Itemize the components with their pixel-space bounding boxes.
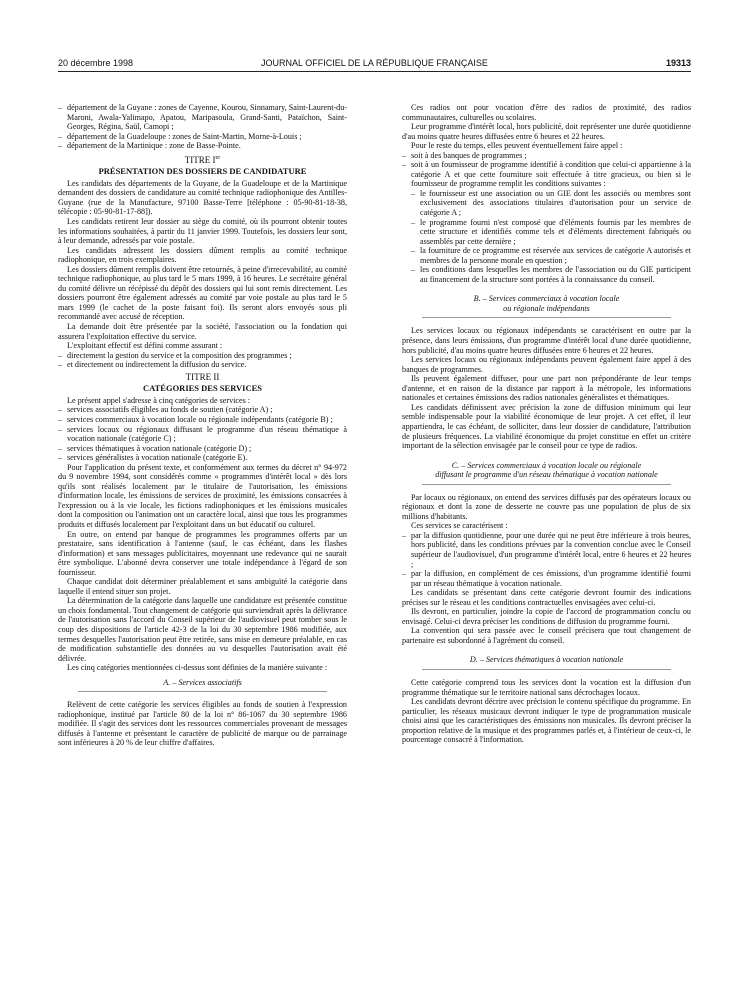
subsection-heading: B. – Services commerciaux à vocation locale ou régionale indépendants bbox=[473, 294, 620, 313]
left-column bbox=[58, 103, 347, 976]
list-item: – et directement ou indirectement la diffusion du service. bbox=[58, 360, 347, 370]
paragraph: Les dossiers dûment remplis doivent être retournés, à peine d'irrecevabilité, au comité technique radiophonique, au plus tard le 5 mars 1999, à 16 heures. Le secrétaire général du comité délivre un récépissé du dépôt des dossiers qui lui sont remis directement. Les dossiers pourront être également adressés au comité par voie postale au plus tard le 5 mars 1999 (le cachet de la poste faisant foi). Ils seront alors envoyés sous pli recommandé avec accusé de réception. bbox=[58, 264, 347, 322]
list-item: – département de la Guadeloupe : zones de Saint-Martin, Morne-à-Louis ; bbox=[58, 132, 347, 142]
list-item: – services thématiques à vocation nationale (catégorie D) ; bbox=[58, 444, 347, 454]
paragraph: La détermination de la catégorie dans laquelle une candidature est présentée constitue un choix fondamental. Tout changement de catégorie qui surviendrait après la délivrance de l'autorisation sans l'accord du Conseil supérieur de l'audiovisuel peut tomber sous le coup des dispositions de l'article 42-3 de la loi du 30 septembre 1986 modifiée, aux termes desquelles l'autorisation peut être retirée, sans mise en demeure préalable, en cas de modification substantielle des données au vu desquelles l'autorisation avait été délivrée. bbox=[58, 596, 347, 663]
list-item: – services associatifs éligibles au fonds de soutien (catégorie A) ; bbox=[58, 405, 347, 415]
text-columns bbox=[58, 103, 691, 976]
paragraph: Les services locaux ou régionaux indépendants peuvent également faire appel à des banques de programmes. bbox=[402, 355, 691, 374]
paragraph: Les candidats des départements de la Guyane, de la Guadeloupe et de la Martinique demandent des dossiers de candidature au comité technique radiophonique des Antilles-Guyane (rue de la Manufacture, 97100 Basse-Terre [téléphone : 05-90-81-18-38, télécopie : 05-90-81-17-88]). bbox=[58, 178, 347, 217]
paragraph: Par locaux ou régionaux, on entend des services diffusés par des opérateurs locaux ou régionaux et dont la zone de desserte ne couvre pas une population de plus de six millions d'habitants. bbox=[402, 492, 691, 521]
paragraph: Ces services se caractérisent : bbox=[411, 521, 508, 531]
page-header bbox=[58, 58, 691, 72]
zones-list bbox=[58, 103, 347, 151]
subsection-heading: A. – Services associatifs bbox=[163, 677, 242, 687]
paragraph: Les candidats retirent leur dossier au siège du comité, où ils pourront obtenir toutes les informations souhaitées, à partir du 11 janvier 1999. Toutefois, les dossiers leur sont, à leur demande, adressés par voie postale. bbox=[58, 217, 347, 246]
titre-2-heading: TITRE II bbox=[185, 371, 220, 382]
list-item: – par la diffusion quotidienne, pour une durée qui ne peut être inférieure à trois heures, hors publicité, dans les conditions prévues par la convention conclue avec le Conseil supérieur de l'audiovisuel, d'un programme d'intérêt local, entre 6 heures et 22 heures ; bbox=[402, 531, 691, 569]
list-item: – le programme fourni n'est composé que d'éléments fournis par les membres de cette structure et identifiés comme tels et d'éléments directement fabriqués ou assemblés par cette dernière ; bbox=[411, 218, 691, 247]
right-column bbox=[402, 103, 691, 976]
section-heading: PRÉSENTATION DES DOSSIERS DE CANDIDATURE bbox=[98, 166, 307, 177]
caracteristiques-list bbox=[402, 531, 691, 588]
paragraph: Pour l'application du présent texte, et conformément aux termes du décret n° 94-972 du 9 novembre 1994, sont considérés comme « programmes d'intérêt local » dès lors qu'ils sont réalisés localement par le titulaire de l'autorisation, les émissions d'information locale, les émissions de services de proximité, les émissions consacrées à l'expression ou à la vie locale, les fictions radiophoniques et les émissions musicales dont la composition ou l'animation ont un caractère local, ainsi que tous les programmes produits et diffusés localement par l'exploitant dans un but éducatif ou culturel. bbox=[58, 462, 347, 529]
list-item: – département de la Guyane : zones de Cayenne, Kourou, Sinnamary, Saint-Laurent-du-Maroni, Awala-Yalimapo, Apatou, Maripasoula, Grand-Santi, Pataïchon, Saint-Georges, Régina, Saül, Camopi ; bbox=[58, 103, 347, 132]
list-item: – services locaux ou régionaux diffusant le programme d'un réseau thématique à vocation nationale (catégorie C) ; bbox=[58, 425, 347, 444]
paragraph: Pour le reste du temps, elles peuvent éventuellement faire appel : bbox=[411, 141, 623, 151]
header-page-number: 19313 bbox=[665, 58, 691, 68]
paragraph: Relèvent de cette catégorie les services éligibles au fonds de soutien à l'expression radiophonique, institué par l'article 80 de la loi n° 86-1067 du 30 septembre 1986 modifiée. Il s'agit des services dont les ressources commerciales provenant de messages diffusés à l'antenne et présentant le caractère de publicité de marque ou de parrainage sont inférieures à 20 % de leur chiffre d'affaires. bbox=[58, 700, 347, 748]
header-journal-title: JOURNAL OFFICIEL DE LA RÉPUBLIQUE FRANÇAISE bbox=[261, 58, 488, 68]
paragraph: Les candidats définissent avec précision la zone de diffusion minimum qui leur semble indispensable pour la viabilité économique de leur projet. A cet effet, il leur appartiendra, le cas échéant, de solliciter, dans leur dossier de candidature, l'attribution de plusieurs fréquences. La viabilité économique du projet constitue en effet un critère important de la sélection envisagée par le conseil pour ce type de radios. bbox=[402, 402, 691, 451]
conditions-list bbox=[411, 189, 691, 284]
list-item: – services généralistes à vocation nationale (catégorie E). bbox=[58, 453, 347, 463]
paragraph: L'exploitant effectif est défini comme assurant : bbox=[67, 341, 223, 351]
subsection-heading: C. – Services commerciaux à vocation locale ou régionale diffusant le programme d'un réseau thématique à vocation nationale bbox=[435, 460, 658, 480]
paragraph: Cette catégorie comprend tous les services dont la vocation est la diffusion d'un programme thématique sur le territoire national sans décrochages locaux. bbox=[402, 677, 691, 697]
section-heading: CATÉGORIES DES SERVICES bbox=[142, 383, 263, 394]
exploitant-list bbox=[58, 351, 347, 370]
list-item: – soit à un fournisseur de programme identifié à condition que celui-ci appartienne à la catégorie A et que cette fourniture soit effectuée à titre gracieux, ou bien si le fournisseur de programme remplit les conditions suivantes : – le fournisseur est une association ou un GIE dont les associés ou membres sont exclusivement des associations titulaires d'autorisation pour un service de catégorie A ; – le programme fourni n'est composé que d'éléments fournis par les membres de cette structure et identifiés comme tels et d'éléments directement fabriqués ou assemblés par cette dernière ; – la fourniture de ce programme est réservée aux services de catégorie A autorisés et membres de la personne morale en question ; – les conditions dans lesquelles les membres de l'association ou du GIE participent au financement de la structure sont portées à la connaissance du conseil. bbox=[402, 160, 691, 284]
paragraph: Ils devront, en particulier, joindre la copie de l'accord de programmation conclu ou envisagé. Celui-ci devra préciser les conditions de diffusion du programme fourni. bbox=[402, 607, 691, 626]
paragraph: Les services locaux ou régionaux indépendants se caractérisent en outre par la présence, dans leurs émissions, d'un programme d'intérêt local d'une durée quotidienne, hors publicité, d'au moins quatre heures diffusées entre 6 heures et 22 heures. bbox=[402, 326, 691, 355]
list-item: – directement la gestion du service et la composition des programmes ; bbox=[58, 351, 347, 361]
divider bbox=[422, 317, 671, 318]
paragraph: Chaque candidat doit déterminer préalablement et sans ambiguïté la catégorie dans laquelle il entend situer son projet. bbox=[58, 577, 347, 596]
header-rule bbox=[58, 71, 691, 72]
paragraph: Ces radios ont pour vocation d'être des radios de proximité, des radios communautaires, culturelles ou scolaires. bbox=[402, 103, 691, 122]
list-item: – par la diffusion, en complément de ces émissions, d'un programme identifié fourni par un réseau thématique à vocation nationale. bbox=[402, 569, 691, 588]
list-item: – département de la Martinique : zone de Basse-Pointe. bbox=[58, 141, 347, 151]
paragraph: En outre, on entend par banque de programmes les programmes offerts par un prestataire, sans identification à l'antenne (sauf, le cas échéant, dans les flashes d'information) et sans messages publicitaires, moyennant une redevance qui ne saurait être symbolique. L'abonné devra conserver une totale indépendance à l'égard de son fournisseur. bbox=[58, 529, 347, 577]
appel-list bbox=[402, 151, 691, 285]
list-item: – le fournisseur est une association ou un GIE dont les associés ou membres sont exclusivement des associations titulaires d'autorisation pour un service de catégorie A ; bbox=[411, 189, 691, 218]
titre-1-heading: TITRE Ier bbox=[184, 154, 221, 165]
paragraph: La convention qui sera passée avec le conseil précisera que tout changement de partenaire est subordonné à l'agrément du conseil. bbox=[402, 626, 691, 645]
header-date: 20 décembre 1998 bbox=[58, 58, 134, 68]
paragraph: Le présent appel s'adresse à cinq catégories de services : bbox=[67, 395, 251, 405]
divider bbox=[78, 691, 327, 692]
list-item: – soit à des banques de programmes ; bbox=[402, 151, 691, 161]
paragraph: Les cinq catégories mentionnées ci-dessus sont définies de la manière suivante : bbox=[67, 663, 328, 673]
list-item: – services commerciaux à vocation locale ou régionale indépendants (catégorie B) ; bbox=[58, 415, 347, 425]
paragraph: Les candidats devront décrire avec précision le contenu spécifique du programme. En particulier, les réseaux musicaux devront indiquer le type de programmation musicale choisi ainsi que les caractéristiques des émissions non musicales. Ils devront préciser la proportion relative de la musique et des programmes parlés et, à l'intérieur de ceux-ci, le pourcentage consacré à l'information. bbox=[402, 697, 691, 745]
list-item: – les conditions dans lesquelles les membres de l'association ou du GIE participent au financement de la structure sont portées à la connaissance du conseil. bbox=[411, 265, 691, 284]
paragraph: La demande doit être présentée par la société, l'association ou la fondation qui assurera l'exploitation effective du service. bbox=[58, 322, 347, 341]
paragraph: Ils peuvent également diffuser, pour une part non prépondérante de leur temps d'antenne, et en raison de la distance par rapport à la métropole, les informations nationales et certaines émissions des radios nationales généralistes et thématiques. bbox=[402, 374, 691, 403]
categories-list bbox=[58, 405, 347, 462]
paragraph: Les candidats se présentant dans cette catégorie devront fournir des indications précises sur le réseau et les conditions contractuelles envisagées avec celui-ci. bbox=[402, 588, 691, 607]
divider bbox=[422, 669, 671, 670]
subsection-heading: D. – Services thématiques à vocation nationale bbox=[469, 655, 624, 665]
paragraph: Les candidats adressent les dossiers dûment remplis au comité technique radiophonique, en trois exemplaires. bbox=[58, 245, 347, 265]
divider bbox=[422, 484, 671, 485]
list-item: – la fourniture de ce programme est réservée aux services de catégorie A autorisés et membres de la personne morale en question ; bbox=[411, 246, 691, 265]
paragraph: Leur programme d'intérêt local, hors publicité, doit représenter une durée quotidienne d'au moins quatre heures diffusées entre 6 heures et 22 heures. bbox=[402, 122, 691, 141]
